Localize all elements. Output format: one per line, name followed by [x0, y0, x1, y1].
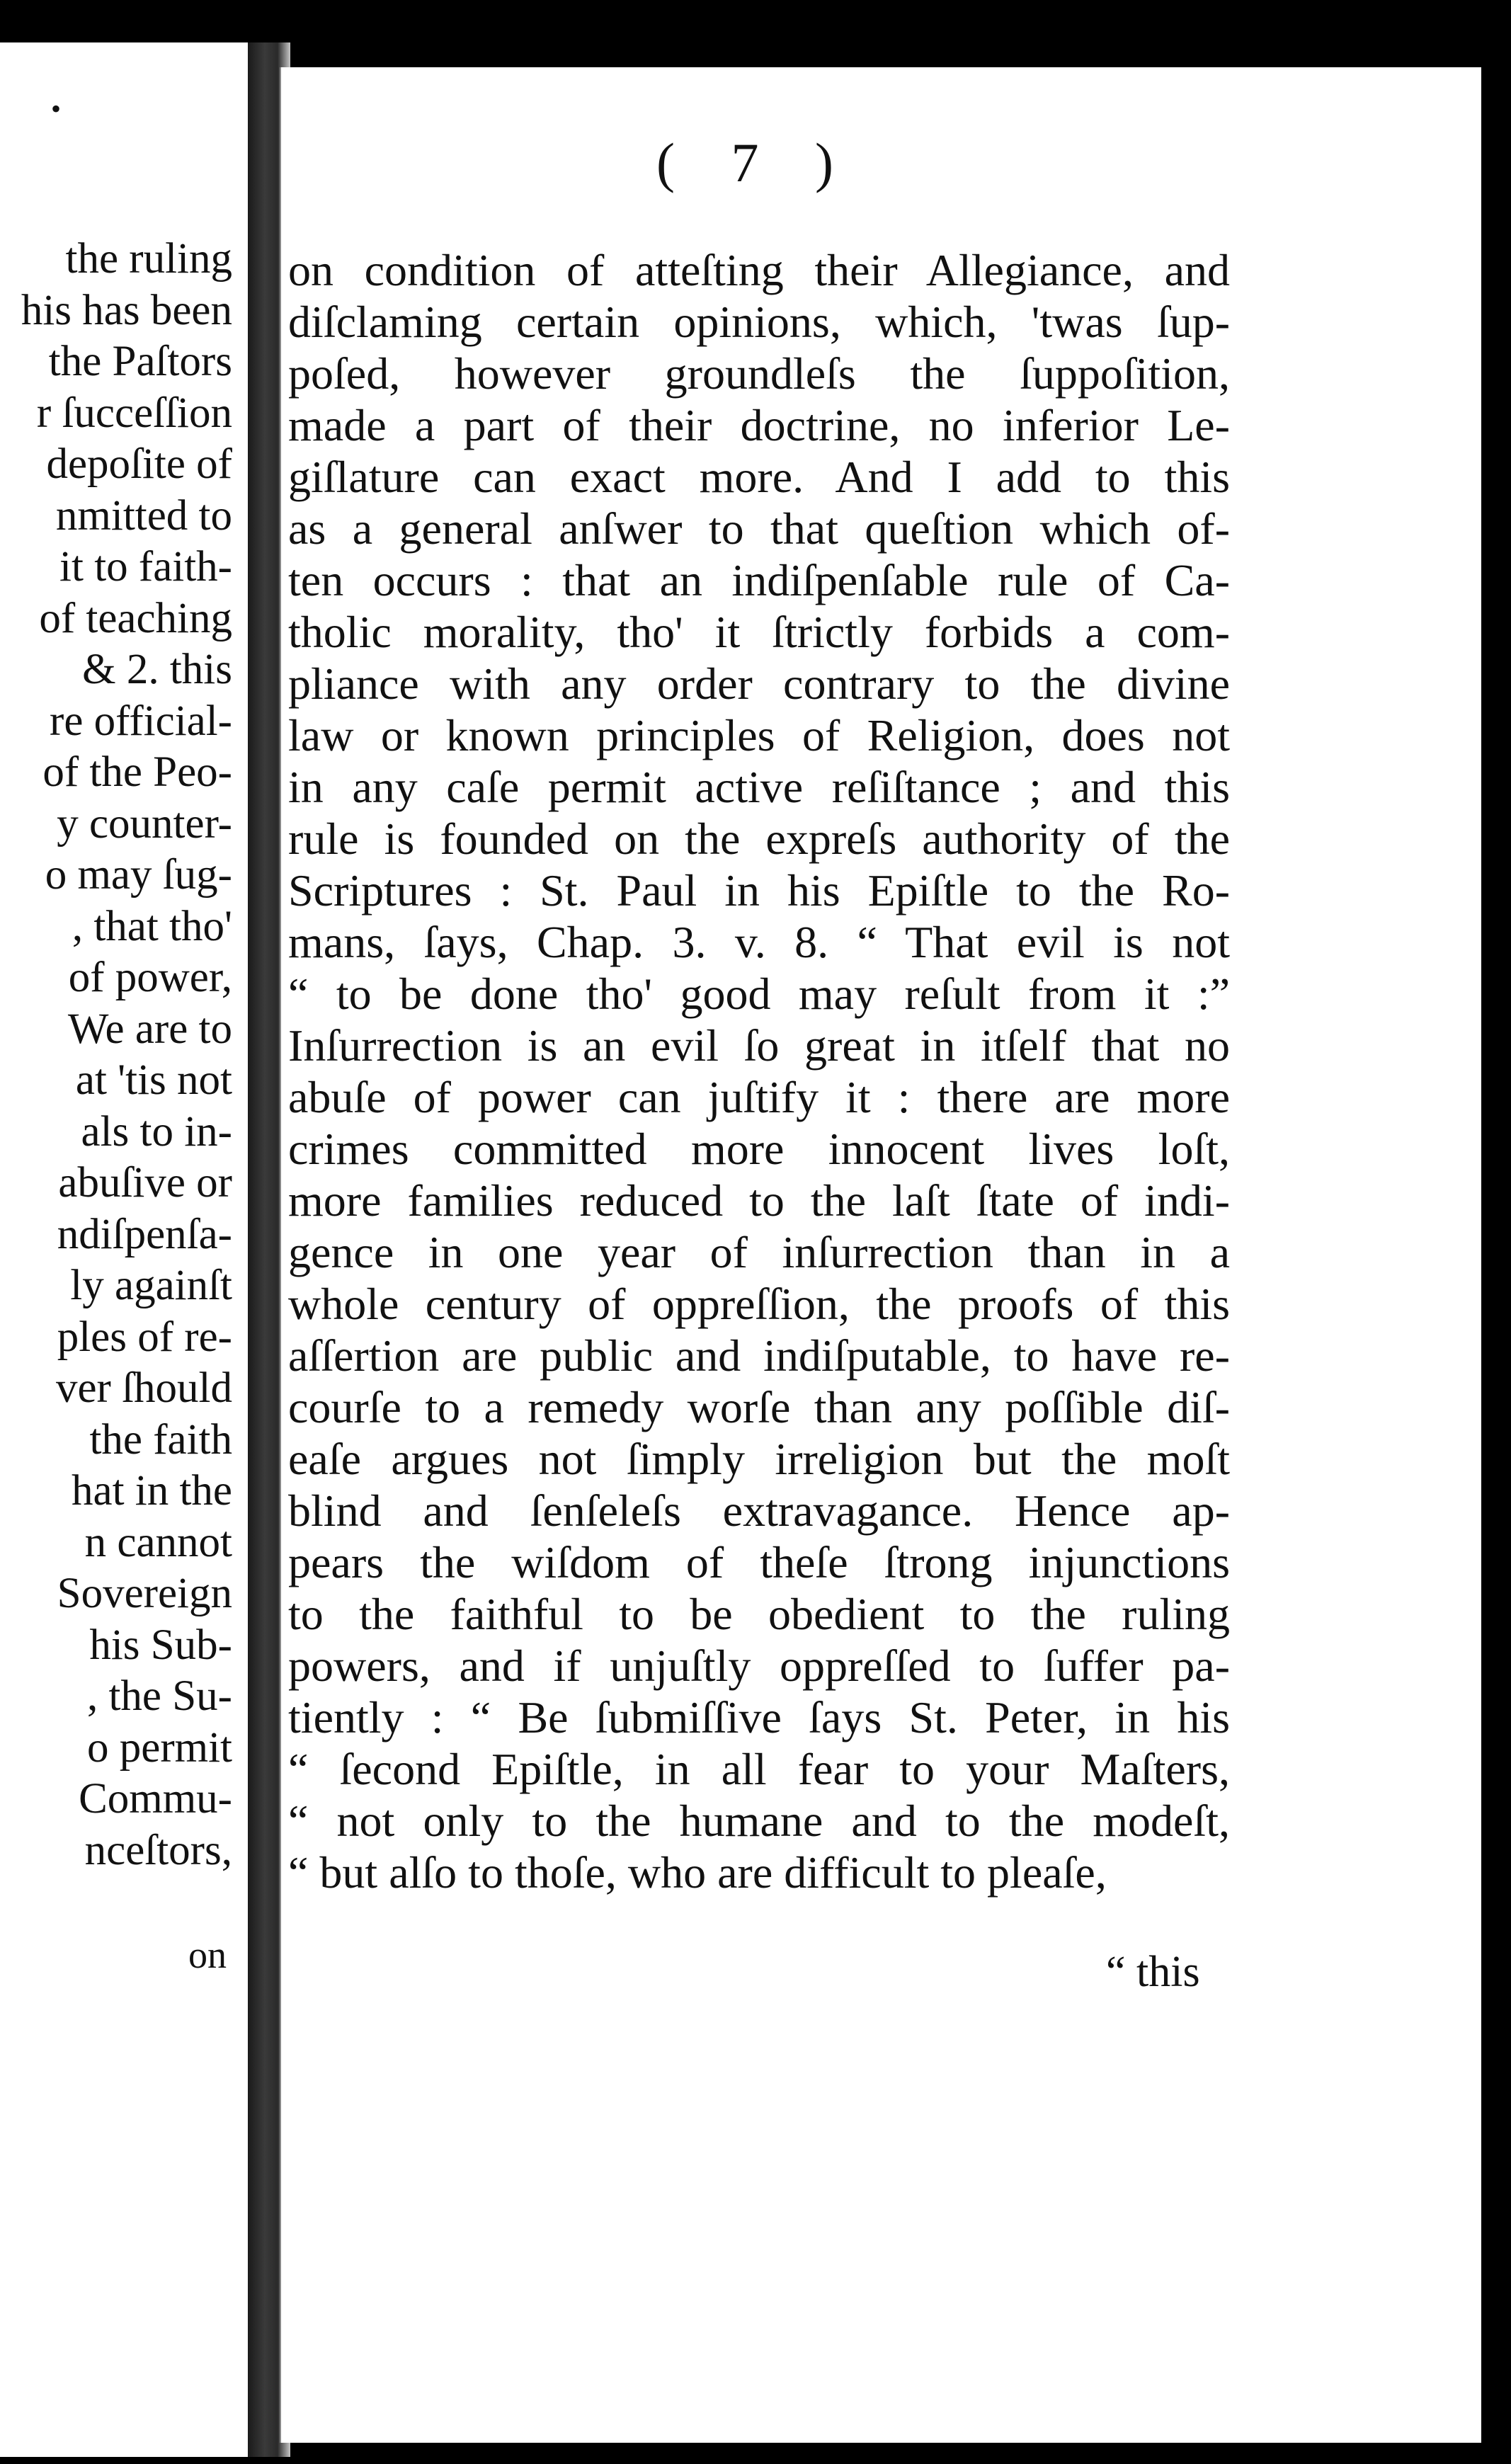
text-line: powers, and if unjuſtly oppreſſed to ſuffer pa-: [288, 1641, 1230, 1691]
left-text-line: nceſtors,: [84, 1826, 232, 1874]
text-line: “ not only to the humane and to the modeſt,: [288, 1796, 1230, 1846]
left-text-line: y counter-: [57, 799, 232, 848]
text-line: to the faithful to be obedient to the ruling: [288, 1589, 1230, 1639]
left-text-line: o may ſug-: [45, 851, 232, 899]
text-line: pliance with any order contrary to the divine: [288, 658, 1230, 709]
text-line: as a general anſwer to that queſtion which of-: [288, 503, 1230, 554]
left-text-line: his Sub-: [89, 1621, 232, 1669]
left-text-line: the faith: [89, 1415, 232, 1464]
left-text-line: the ruling: [65, 235, 232, 283]
text-line: Scriptures : St. Paul in his Epiſtle to the Ro-: [288, 865, 1230, 916]
text-line: rule is founded on the expreſs authority of the: [288, 814, 1230, 864]
left-text-line: als to in-: [81, 1107, 232, 1156]
text-line: poſed, however groundleſs the ſuppoſition,: [288, 348, 1230, 399]
left-text-line: o permit: [87, 1723, 232, 1772]
text-line: eaſe argues not ſimply irreligion but the moſt: [288, 1434, 1230, 1484]
left-text-line: n cannot: [84, 1518, 232, 1566]
left-text-line: ples of re-: [57, 1313, 232, 1361]
text-line: crimes committed more innocent lives loſt,: [288, 1124, 1230, 1174]
text-line: abuſe of power can juſtify it : there are more: [288, 1072, 1230, 1122]
left-text-line: ly againſt: [70, 1262, 232, 1309]
text-line: ten occurs : that an indiſpenſable rule of Ca-: [288, 555, 1230, 605]
catchword: “ this: [1106, 1948, 1200, 1996]
text-line: in any caſe permit active reſiſtance ; and this: [288, 762, 1230, 812]
left-text-line: , the Su-: [86, 1672, 232, 1720]
text-line: courſe to a remedy worſe than any poſſible diſ-: [288, 1382, 1230, 1432]
left-catchword: on: [188, 1934, 227, 1976]
text-line: mans, ſays, Chap. 3. v. 8. “ That evil is not: [288, 917, 1230, 967]
left-page: [0, 42, 248, 2457]
left-text-line: of the Peo-: [42, 748, 232, 796]
text-line: “ ſecond Epiſtle, in all fear to your Maſters,: [288, 1744, 1230, 1794]
left-text-line: Sovereign: [57, 1570, 232, 1617]
right-page: [280, 67, 1481, 2443]
text-line: gence in one year of inſurrection than in a: [288, 1227, 1230, 1277]
left-text-line: re official-: [50, 697, 232, 745]
left-text-line: We are to: [67, 1005, 232, 1053]
text-line: more families reduced to the laſt ſtate of indi-: [288, 1175, 1230, 1226]
left-text-line: nmitted to: [55, 491, 232, 540]
left-text-line: hat in the: [72, 1467, 232, 1515]
left-text-line: at 'tis not: [75, 1056, 232, 1104]
left-text-line: abuſive or: [58, 1159, 232, 1207]
text-line: law or known principles of Religion, does not: [288, 710, 1230, 760]
left-text-line: ver ſhould: [55, 1364, 232, 1412]
left-text-line: of power,: [68, 954, 232, 1001]
left-text-line: of teaching: [39, 594, 232, 642]
page-mark: •: [51, 93, 62, 125]
left-text-line: the Paſtors: [48, 338, 232, 385]
left-text-line: ndiſpenſa-: [57, 1210, 232, 1258]
text-line: whole century of oppreſſion, the proofs of this: [288, 1279, 1230, 1329]
text-line: tholic morality, tho' it ſtrictly forbids a com-: [288, 607, 1230, 657]
text-line: pears the wiſdom of theſe ſtrong injunctions: [288, 1537, 1230, 1587]
left-page-text: [0, 234, 232, 1876]
left-text-line: his has been: [21, 286, 232, 334]
page-number: ( 7 ): [656, 132, 855, 193]
left-text-line: & 2. this: [82, 646, 232, 693]
text-line: tiently : “ Be ſubmiſſive ſays St. Peter, in his: [288, 1692, 1230, 1743]
text-line: “ to be done tho' good may reſult from it :”: [288, 969, 1230, 1019]
left-text-line: r ſucceſſion: [36, 389, 232, 437]
body-text: [288, 244, 1230, 1898]
text-line: on condition of atteſting their Allegiance, and: [288, 245, 1230, 295]
text-line: Inſurrection is an evil ſo great in itſelf that no: [288, 1020, 1230, 1071]
text-line: giſlature can exact more. And I add to this: [288, 452, 1230, 502]
text-line: “ but alſo to thoſe, who are difficult to pleaſe,: [288, 1847, 1107, 1898]
left-text-line: Commu-: [79, 1775, 232, 1823]
text-line: blind and ſenſeleſs extravagance. Hence ap-: [288, 1485, 1230, 1536]
left-text-line: it to faith-: [59, 543, 232, 591]
text-line: diſclaming certain opinions, which, 'twas ſup-: [288, 297, 1230, 347]
text-line: aſſertion are public and indiſputable, to have re-: [288, 1330, 1230, 1381]
left-text-line: depoſite of: [46, 440, 232, 488]
left-text-line: , that tho': [72, 902, 232, 950]
text-line: made a part of their doctrine, no inferior Le-: [288, 400, 1230, 450]
